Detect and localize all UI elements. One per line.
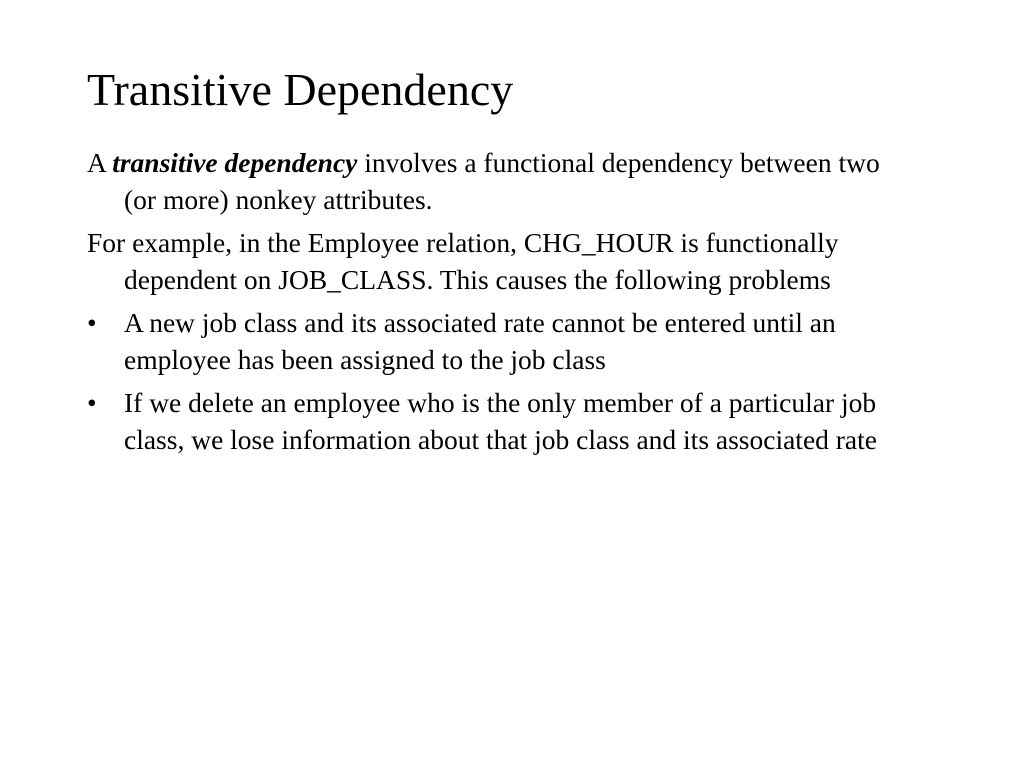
slide-title: Transitive Dependency: [87, 64, 514, 115]
example-paragraph: For example, in the Employee relation, CHG_HOUR is functionally dependent on JOB_CLASS. This causes the following problems: [87, 227, 839, 295]
slide-body: [87, 144, 917, 464]
intro-paragraph: [87, 144, 917, 218]
bullet-marker: •: [87, 387, 97, 418]
bullet-item-1: [87, 304, 917, 378]
bullet-item-2: [87, 384, 917, 458]
bullet-marker: •: [87, 307, 97, 338]
intro-lead: A: [87, 147, 106, 178]
intro-emphasis-term: transitive dependency: [112, 147, 358, 178]
bullet-text: A new job class and its associated rate cannot be entered until an employee has been assigned to the job class: [124, 307, 836, 375]
intro-rest: involves a functional dependency between two (or more) nonkey attributes.: [124, 147, 880, 215]
bullet-text: If we delete an employee who is the only member of a particular job class, we lose information about that job class and its associated rate: [124, 387, 877, 455]
